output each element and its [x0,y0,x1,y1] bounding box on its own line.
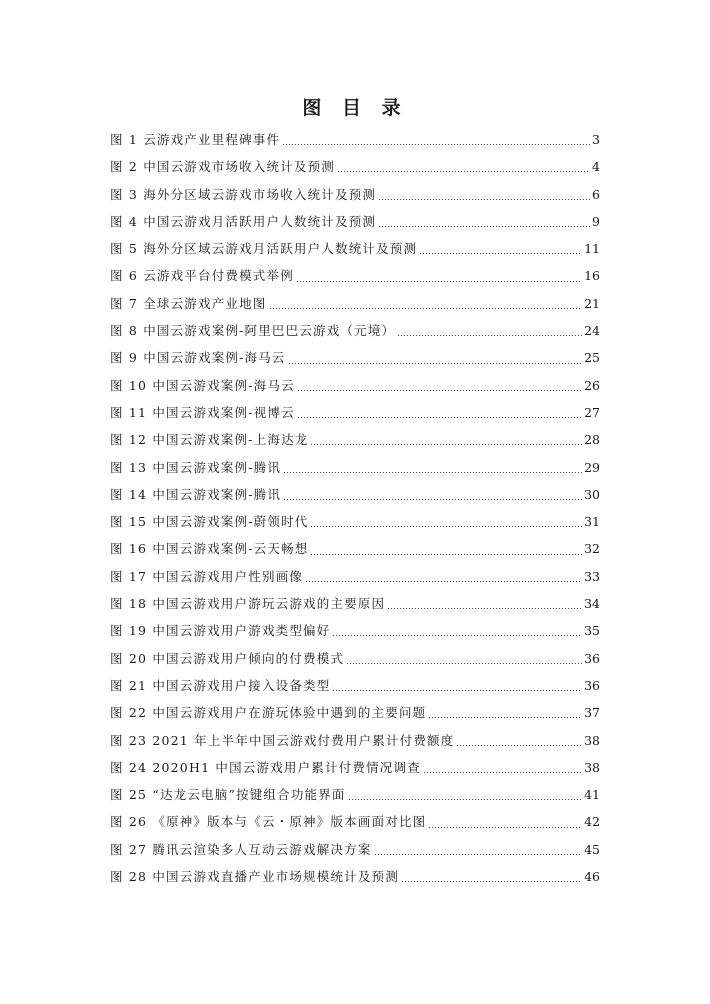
toc-entry-label: 图 1 云游戏产业里程碑事件 [110,132,281,147]
toc-entry-page-number: 32 [584,541,600,557]
toc-entry-label: 图 12 中国云游戏案例-上海达龙 [110,432,309,448]
toc-entry-label: 图 26 《原神》版本与《云・原神》版本画面对比图 [110,814,427,830]
page-title: 图 目 录 [302,97,408,119]
toc-entry[interactable] [110,808,600,835]
toc-entry-page-number: 26 [584,377,600,393]
toc-entry[interactable] [110,290,600,317]
toc-entry[interactable] [110,617,600,644]
toc-entry-label: 图 9 中国云游戏案例-海马云 [110,350,286,366]
toc-entry[interactable] [110,727,600,754]
toc-entry-label: 图 11 中国云游戏案例-视博云 [110,404,295,420]
toc-entry-label: 图 6 云游戏平台付费模式举例 [110,268,294,284]
toc-entry[interactable] [110,153,600,180]
dot-leader [332,635,582,636]
toc-entry[interactable] [110,508,600,535]
toc-entry[interactable] [110,181,600,208]
toc-entry-page-number: 25 [584,350,600,366]
dot-leader [310,444,582,445]
toc-entry-page-number: 16 [584,268,600,284]
toc-entry[interactable] [110,699,600,726]
toc-entry-page-number: 41 [584,787,600,803]
toc-entry[interactable] [110,863,600,890]
toc-entry-label: 图 23 2021 年上半年中国云游戏付费用户累计付费额度 [110,732,455,748]
dot-leader [378,199,590,200]
toc-entry-label: 图 18 中国云游戏用户游玩云游戏的主要原因 [110,596,386,612]
dot-leader [428,717,582,718]
dot-leader [269,308,583,309]
toc-entry-page-number: 45 [584,841,600,857]
dot-leader [419,253,582,254]
toc-entry[interactable] [110,317,600,344]
toc-entry-label: 图 20 中国云游戏用户倾向的付费模式 [110,650,345,666]
dot-leader [423,772,582,773]
toc-entry-label: 图 14 中国云游戏案例-腾讯 [110,486,282,502]
toc-entry-label: 图 16 中国云游戏案例-云天畅想 [110,541,309,557]
toc-entry[interactable] [110,754,600,781]
toc-entry-page-number: 4 [592,159,600,175]
dot-leader [387,608,582,609]
dot-leader [374,854,583,855]
toc-entry-label: 图 28 中国云游戏直播产业市场规模统计及预测 [110,869,399,885]
dot-leader [282,144,590,145]
toc-entry-page-number: 33 [584,568,600,584]
toc-entry-label: 图 19 中国云游戏用户游戏类型偏好 [110,623,331,639]
toc-entry-page-number: 35 [584,623,600,639]
toc-entry-page-number: 37 [584,705,600,721]
dot-leader [346,663,582,664]
dot-leader [310,526,582,527]
toc-entry-label: 图 2 中国云游戏市场收入统计及预测 [110,159,336,175]
toc-entry[interactable] [110,262,600,289]
toc-entry-page-number: 38 [584,732,600,748]
toc-entry-page-number: 36 [584,650,600,666]
toc-entry-page-number: 24 [584,323,600,339]
dot-leader [288,363,582,364]
toc-entry-label: 图 24 2020H1 中国云游戏用户累计付费情况调查 [110,759,421,775]
toc-entry-label: 图 25 “达龙云电脑”按键组合功能界面 [110,787,346,803]
dot-leader [397,335,582,336]
toc-entry-page-number: 31 [584,514,600,530]
toc-entry[interactable] [110,781,600,808]
dot-leader [337,171,590,172]
toc-entry-page-number: 34 [584,596,600,612]
toc-entry[interactable] [110,126,600,153]
toc-entry[interactable] [110,645,600,672]
table-of-figures [110,126,600,890]
toc-entry[interactable] [110,372,600,399]
dot-leader [296,281,582,282]
toc-entry-page-number: 28 [584,432,600,448]
toc-entry-label: 图 22 中国云游戏用户在游玩体验中遇到的主要问题 [110,705,427,721]
dot-leader [305,581,582,582]
dot-leader [348,799,582,800]
toc-entry-label: 图 13 中国云游戏案例-腾讯 [110,459,282,475]
toc-entry[interactable] [110,208,600,235]
toc-entry-label: 图 27 腾讯云渲染多人互动云游戏解决方案 [110,841,372,857]
dot-leader [310,554,582,555]
toc-entry[interactable] [110,590,600,617]
toc-entry-label: 图 5 海外分区域云游戏月活跃用户人数统计及预测 [110,241,418,257]
toc-entry-label: 图 17 中国云游戏用户性别画像 [110,568,304,584]
toc-entry-page-number: 42 [584,814,600,830]
dot-leader [378,226,590,227]
dot-leader [401,881,582,882]
toc-entry-page-number: 27 [584,404,600,420]
toc-entry-label: 图 8 中国云游戏案例-阿里巴巴云游戏（元境） [110,323,396,339]
toc-entry-label: 图 7 全球云游戏产业地图 [110,295,267,311]
dot-leader [428,827,582,828]
dot-leader [283,499,582,500]
toc-entry-label: 图 3 海外分区域云游戏市场收入统计及预测 [110,186,377,202]
dot-leader [297,417,582,418]
dot-leader [456,745,582,746]
toc-entry-page-number: 29 [584,459,600,475]
toc-entry-label: 图 15 中国云游戏案例-蔚领时代 [110,514,309,530]
toc-entry[interactable] [110,563,600,590]
toc-entry[interactable] [110,535,600,562]
toc-entry-page-number: 9 [592,213,600,229]
toc-entry-page-number: 6 [592,186,600,202]
toc-entry-page-number: 36 [584,677,600,693]
dot-leader [297,390,582,391]
toc-entry[interactable] [110,426,600,453]
dot-leader [332,690,582,691]
toc-entry-label: 图 21 中国云游戏用户接入设备类型 [110,677,331,693]
toc-entry-page-number: 46 [584,869,600,885]
dot-leader [283,472,582,473]
toc-entry-label: 图 10 中国云游戏案例-海马云 [110,377,295,393]
toc-entry[interactable] [110,672,600,699]
toc-entry[interactable] [110,399,600,426]
toc-entry[interactable] [110,836,600,863]
toc-entry[interactable] [110,344,600,371]
toc-entry[interactable] [110,235,600,262]
toc-entry-page-number: 11 [584,241,600,257]
toc-entry-page-number: 30 [584,486,600,502]
toc-entry[interactable] [110,454,600,481]
toc-entry-page-number: 3 [592,132,600,147]
toc-entry-label: 图 4 中国云游戏月活跃用户人数统计及预测 [110,213,377,229]
toc-entry[interactable] [110,481,600,508]
toc-entry-page-number: 38 [584,759,600,775]
toc-entry-page-number: 21 [584,295,600,311]
